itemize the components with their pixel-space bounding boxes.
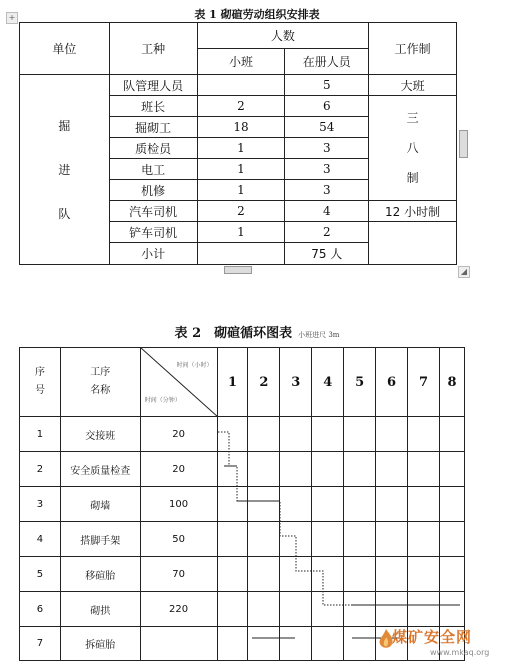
hour-cell <box>344 522 376 557</box>
process-row <box>20 417 465 452</box>
hour-cell <box>217 487 248 522</box>
hour-col-6: 6 <box>376 348 408 417</box>
subtotal-small-empty <box>197 243 285 265</box>
hour-cell <box>376 417 408 452</box>
header-job: 工种 <box>109 23 197 75</box>
process-minutes <box>140 627 217 661</box>
subtotal-value: 75 人 <box>285 243 369 265</box>
process-minutes: 50 <box>140 522 217 557</box>
hour-cell <box>217 417 248 452</box>
process-name: 砌墙 <box>60 487 140 522</box>
process-seq: 5 <box>20 557 61 592</box>
hour-cell <box>280 487 312 522</box>
three-eight-char: 制 <box>406 171 419 185</box>
hour-cell <box>376 557 408 592</box>
process-name: 搭脚手架 <box>60 522 140 557</box>
hour-cell <box>280 522 312 557</box>
process-seq: 2 <box>20 452 61 487</box>
hour-col-5: 5 <box>344 348 376 417</box>
hour-cell <box>439 592 464 627</box>
registered-cell: 4 <box>285 201 369 222</box>
process-seq: 1 <box>20 417 61 452</box>
work-system-empty <box>369 222 457 265</box>
hour-col-8: 8 <box>439 348 464 417</box>
hour-cell <box>439 417 464 452</box>
hour-cell <box>408 522 440 557</box>
process-row <box>20 557 465 592</box>
job-cell: 质检员 <box>109 138 197 159</box>
hour-cell <box>439 522 464 557</box>
process-seq: 3 <box>20 487 61 522</box>
hour-cell <box>344 557 376 592</box>
process-minutes: 70 <box>140 557 217 592</box>
subtotal-label: 小计 <box>109 243 197 265</box>
hour-cell <box>248 417 280 452</box>
header-work-system: 工作制 <box>369 23 457 75</box>
small-shift-cell: 2 <box>197 96 285 117</box>
hour-cell <box>439 557 464 592</box>
hour-cell <box>280 452 312 487</box>
table1-title: 表 1 砌碹劳动组织安排表 <box>194 8 320 21</box>
hour-col-7: 7 <box>408 348 440 417</box>
hour-cell <box>312 627 344 661</box>
job-cell: 电工 <box>109 159 197 180</box>
hour-cell <box>280 417 312 452</box>
hour-cell <box>439 487 464 522</box>
hour-cell <box>408 452 440 487</box>
hour-cell <box>376 522 408 557</box>
hour-cell <box>248 452 280 487</box>
process-minutes: 220 <box>140 592 217 627</box>
process-row <box>20 592 465 627</box>
hour-cell <box>376 452 408 487</box>
small-shift-cell: 1 <box>197 180 285 201</box>
column-resize-handle[interactable] <box>459 130 468 158</box>
process-name: 安全质量检查 <box>60 452 140 487</box>
unit-char: 进 <box>58 162 71 177</box>
job-cell: 班长 <box>109 96 197 117</box>
table2-note: 小班进尺 3m <box>298 331 340 339</box>
header-process: 工序 名称 <box>60 348 140 417</box>
diagonal-line <box>141 348 218 417</box>
process-row <box>20 452 465 487</box>
hour-cell <box>248 557 280 592</box>
table-move-handle-icon[interactable]: + <box>6 12 18 24</box>
hour-cell <box>344 452 376 487</box>
hour-cell <box>312 487 344 522</box>
hour-cell <box>217 557 248 592</box>
small-shift-cell: 1 <box>197 159 285 180</box>
job-cell: 铲车司机 <box>109 222 197 243</box>
hour-col-2: 2 <box>248 348 280 417</box>
process-minutes: 20 <box>140 452 217 487</box>
process-minutes: 20 <box>140 417 217 452</box>
job-cell: 掘砌工 <box>109 117 197 138</box>
hour-cell <box>217 522 248 557</box>
hour-cell <box>280 627 312 661</box>
hour-cell <box>439 452 464 487</box>
hour-col-4: 4 <box>312 348 344 417</box>
process-name: 拆碹胎 <box>60 627 140 661</box>
hour-cell <box>248 592 280 627</box>
hour-cell <box>408 557 440 592</box>
process-seq: 6 <box>20 592 61 627</box>
hour-cell <box>312 592 344 627</box>
work-system-twelve: 12 小时制 <box>369 201 457 222</box>
hour-cell <box>217 592 248 627</box>
three-eight-char: 三 <box>406 111 419 125</box>
registered-cell: 2 <box>285 222 369 243</box>
header-registered: 在册人员 <box>285 49 369 75</box>
work-system-big: 大班 <box>369 75 457 96</box>
hour-cell <box>408 592 440 627</box>
registered-cell: 54 <box>285 117 369 138</box>
registered-cell: 3 <box>285 138 369 159</box>
labor-organization-table <box>19 22 457 265</box>
unit-char: 掘 <box>58 118 71 133</box>
job-cell: 汽车司机 <box>109 201 197 222</box>
small-shift-cell: 1 <box>197 138 285 159</box>
hour-cell <box>376 487 408 522</box>
table-resize-icon[interactable]: ◢ <box>458 266 470 278</box>
small-shift-cell <box>197 75 285 96</box>
hour-cell <box>344 627 376 661</box>
process-seq: 7 <box>20 627 61 661</box>
hour-cell <box>312 557 344 592</box>
table2-title-line <box>0 322 514 341</box>
hour-cell <box>376 592 408 627</box>
header-headcount: 人数 <box>197 23 369 49</box>
hour-cell <box>344 487 376 522</box>
hour-cell <box>312 417 344 452</box>
work-system-three-eight <box>369 96 457 201</box>
hour-cell <box>248 522 280 557</box>
hour-cell <box>280 592 312 627</box>
hour-cell <box>217 627 248 661</box>
process-row <box>20 522 465 557</box>
hour-cell <box>312 522 344 557</box>
process-row <box>20 487 465 522</box>
registered-cell: 6 <box>285 96 369 117</box>
hour-cell <box>312 452 344 487</box>
diag-label-hours: 时间（小时） <box>176 362 213 369</box>
job-cell: 机修 <box>109 180 197 201</box>
masonry-cycle-chart-table <box>19 347 465 661</box>
process-name: 移碹胎 <box>60 557 140 592</box>
row-add-handle[interactable] <box>224 266 252 274</box>
hour-cell <box>248 627 280 661</box>
header-diagonal-cell <box>140 348 217 417</box>
header-unit: 单位 <box>20 23 110 75</box>
small-shift-cell: 2 <box>197 201 285 222</box>
process-name: 砌拱 <box>60 592 140 627</box>
job-cell: 队管理人员 <box>109 75 197 96</box>
hour-cell <box>280 557 312 592</box>
table2-title: 表 2 砌碹循环图表 <box>174 326 293 341</box>
three-eight-char: 八 <box>406 141 419 155</box>
watermark-text: 煤矿安全网 <box>392 628 473 646</box>
hour-col-3: 3 <box>280 348 312 417</box>
hour-cell <box>408 487 440 522</box>
small-shift-cell: 1 <box>197 222 285 243</box>
hour-cell <box>344 592 376 627</box>
registered-cell: 5 <box>285 75 369 96</box>
hour-col-1: 1 <box>217 348 248 417</box>
hour-cell <box>217 452 248 487</box>
unit-cell <box>20 75 110 265</box>
registered-cell: 3 <box>285 180 369 201</box>
process-name: 交接班 <box>60 417 140 452</box>
registered-cell: 3 <box>285 159 369 180</box>
header-seq: 序 号 <box>20 348 61 417</box>
process-seq: 4 <box>20 522 61 557</box>
small-shift-cell: 18 <box>197 117 285 138</box>
header-small-shift: 小班 <box>197 49 285 75</box>
unit-char: 队 <box>58 206 71 221</box>
diag-label-minutes: 时间（分钟） <box>144 397 181 404</box>
hour-cell <box>344 417 376 452</box>
process-minutes: 100 <box>140 487 217 522</box>
hour-cell <box>248 487 280 522</box>
watermark-url: www.mkaq.org <box>430 648 490 657</box>
hour-cell <box>408 417 440 452</box>
